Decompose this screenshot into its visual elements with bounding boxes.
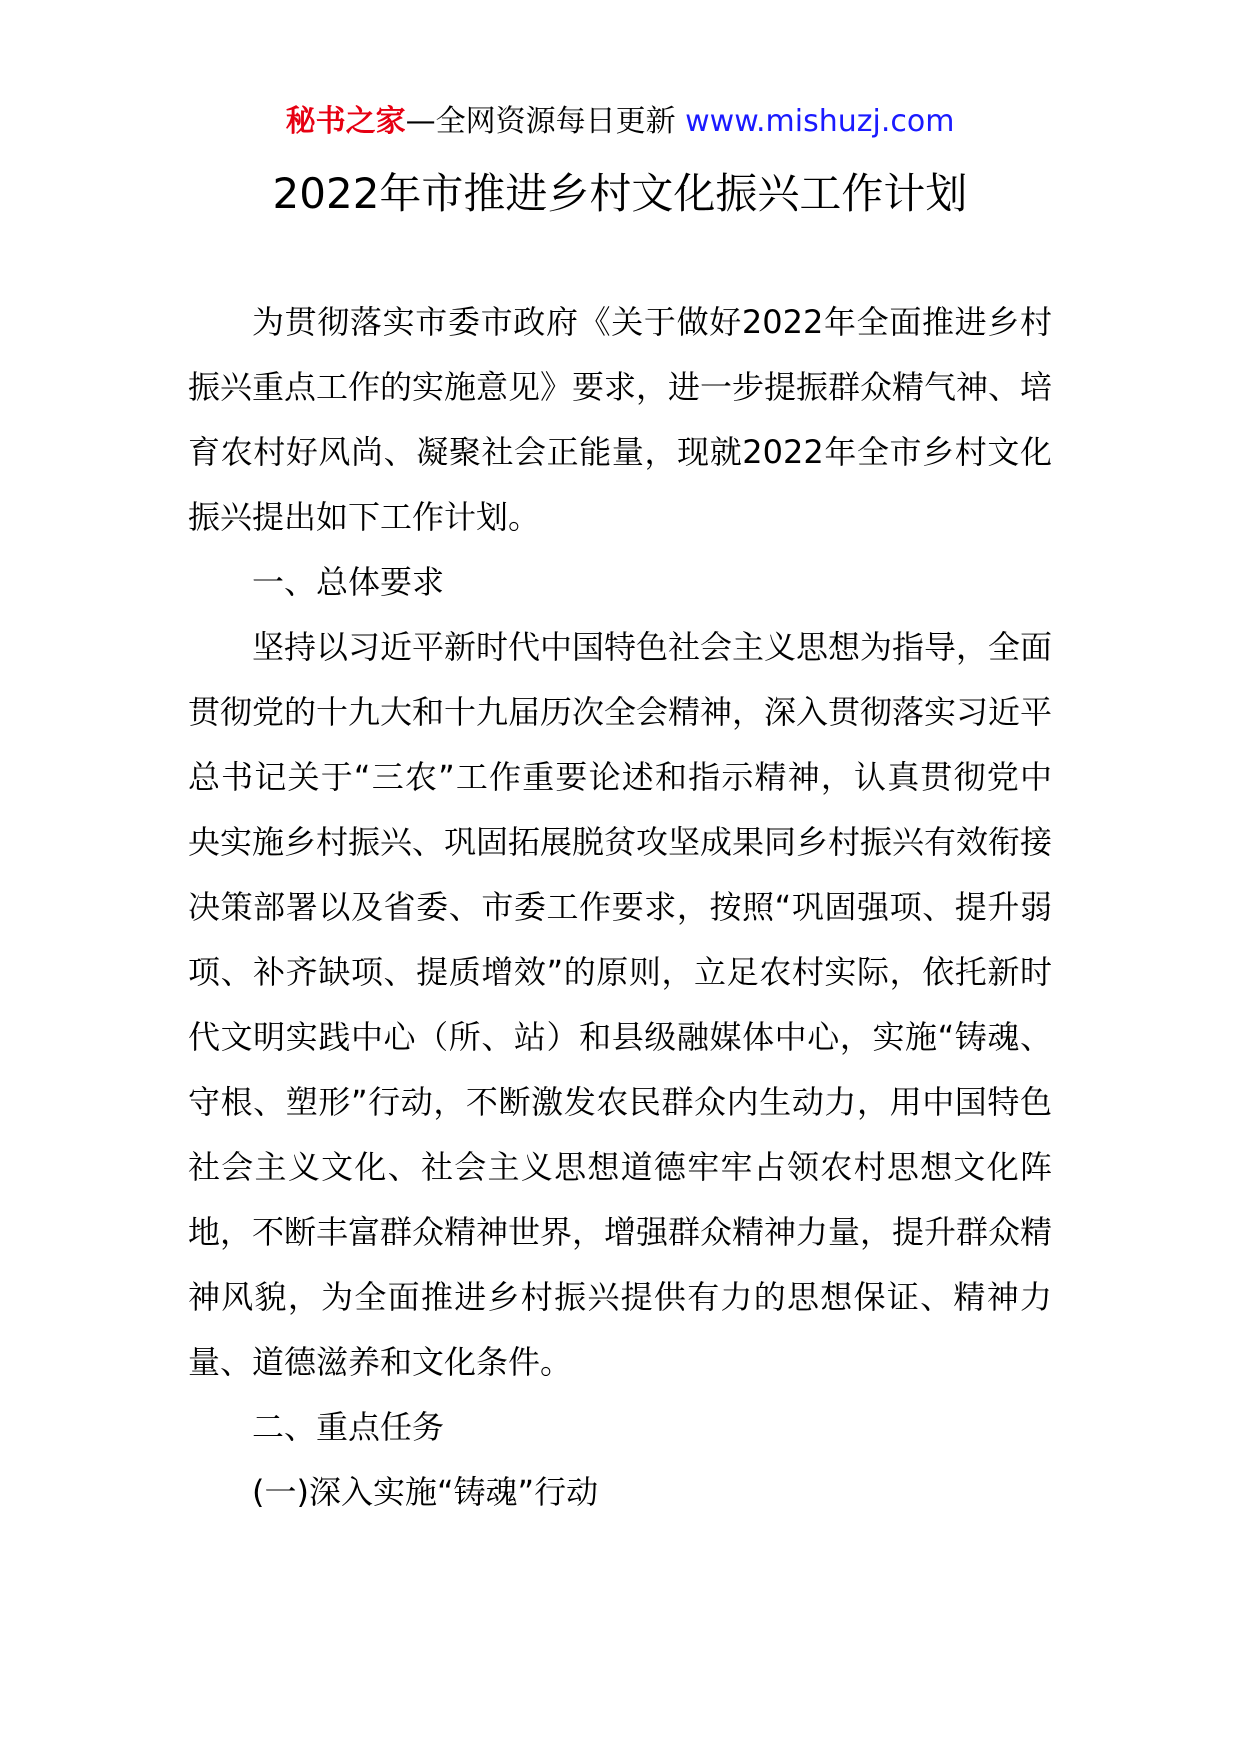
site-url-link[interactable]: www.mishuzj.com [685, 104, 955, 139]
header-slogan: —全网资源每日更新 [405, 104, 676, 139]
subsection-heading-soul-casting: (一)深入实施“铸魂”行动 [252, 1473, 599, 1511]
document-title: 2022年市推进乡村文化振兴工作计划 [272, 169, 968, 218]
intro-paragraph: 为贯彻落实市委市政府《关于做好2022年全面推进乡村振兴重点工作的实施意见》要求，进一步提振群众精气神、培育农村好风尚、凝聚社会正能量，现就2022年全市乡村文化振兴提出如下工作计划。 [188, 303, 1053, 536]
section-heading-general-requirements: 一、总体要求 [252, 563, 445, 601]
brand-name: 秘书之家 [285, 104, 406, 139]
section-heading-key-tasks: 二、重点任务 [252, 1408, 445, 1446]
site-header [0, 100, 1240, 144]
document-body [188, 290, 1052, 1525]
general-requirements-paragraph: 坚持以习近平新时代中国特色社会主义思想为指导，全面贯彻党的十九大和十九届历次全会精神，深入贯彻落实习近平总书记关于“三农”工作重要论述和指示精神，认真贯彻党中央实施乡村振兴、巩固拓展脱贫攻坚成果同乡村振兴有效衔接决策部署以及省委、市委工作要求，按照“巩固强项、提升弱项、补齐缺项、提质增效”的原则，立足农村实际，依托新时代文明实践中心（所、站）和县级融媒体中心，实施“铸魂、守根、塑形”行动，不断激发农民群众内生动力，用中国特色社会主义文化、社会主义思想道德牢牢占领农村思想文化阵地，不断丰富群众精神世界，增强群众精神力量，提升群众精神风貌，为全面推进乡村振兴提供有力的思想保证、精神力量、道德滋养和文化条件。 [188, 628, 1053, 1381]
